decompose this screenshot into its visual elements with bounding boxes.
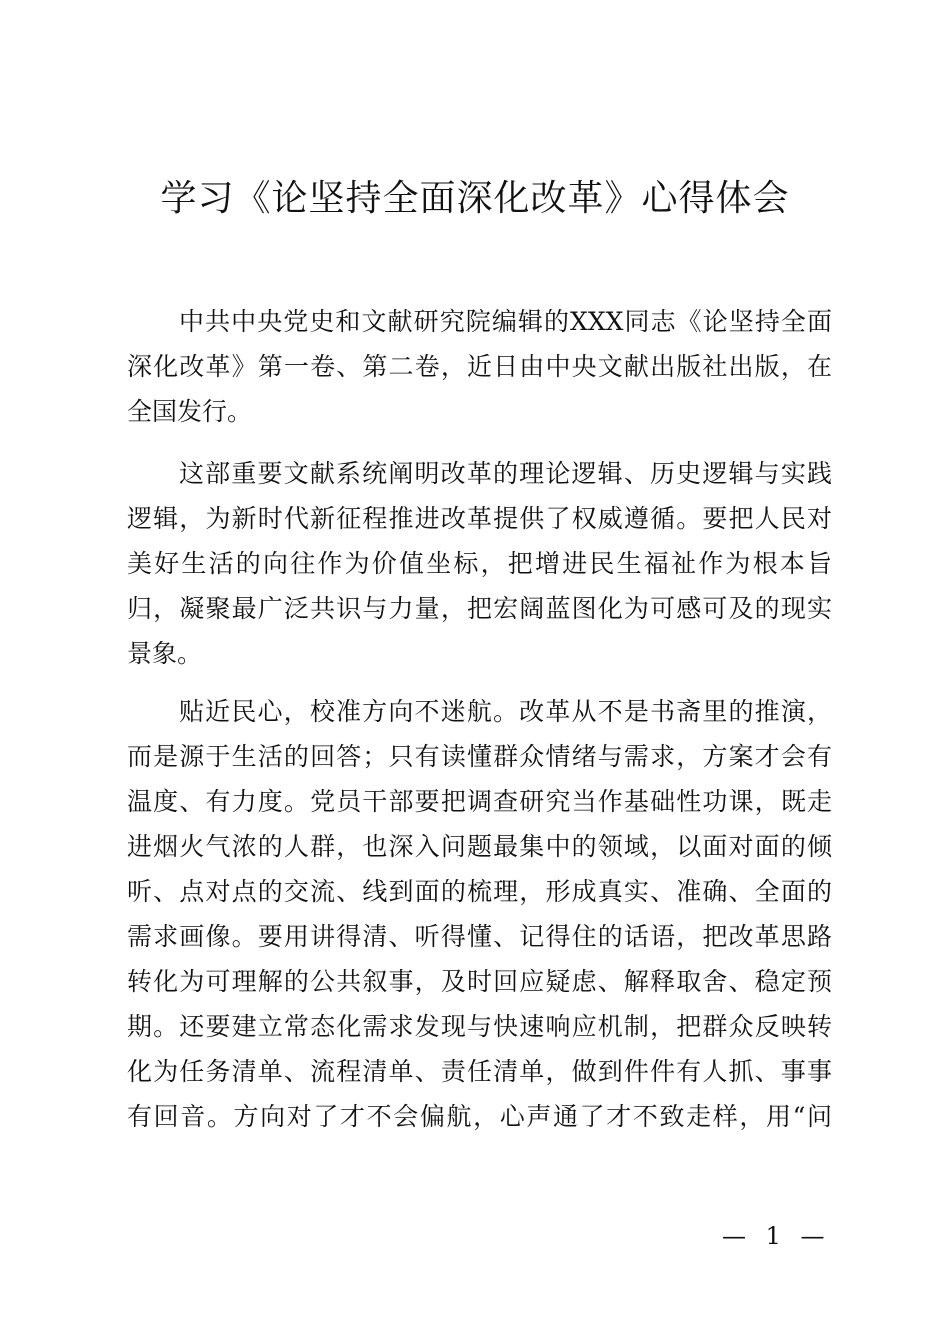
text-line: 进烟火气浓的人群，也深入问题最集中的领域，以面对面的倾 [127,832,832,861]
text-line: 转化为可理解的公共叙事，及时回应疑虑、解释取舍、稳定预 [127,967,832,996]
text-line: 期。还要建立常态化需求发现与快速响应机制，把群众反映转 [127,1012,832,1041]
paragraph-1 [127,299,832,434]
text-line: 深化改革》第一卷、第二卷，近日由中央文献出版社出版，在 [127,352,832,381]
text-line: 需求画像。要用讲得清、听得懂、记得住的话语，把改革思路 [127,922,832,951]
document-title: 学习《论坚持全面深化改革》心得体会 [160,178,790,219]
text-line: 温度、有力度。党员干部要把调查研究当作基础性功课，既走 [127,787,832,816]
text-line: 而是源于生活的回答；只有读懂群众情绪与需求，方案才会有 [127,742,832,771]
text-line: 中共中央党史和文献研究院编辑的XXX同志《论坚持全面 [179,307,832,336]
text-line: 美好生活的向往作为价值坐标，把增进民生福祉作为根本旨 [127,549,832,578]
paragraph-3 [127,689,832,1139]
text-line: 这部重要文献系统阐明改革的理论逻辑、历史逻辑与实践 [179,459,832,488]
text-line: 景象。 [127,639,203,668]
text-line: 归，凝聚最广泛共识与力量，把宏阔蓝图化为可感可及的现实 [127,594,832,623]
text-line: 贴近民心，校准方向不迷航。改革从不是书斋里的推演， [179,697,832,726]
paragraph-2 [127,451,832,676]
text-line: 全国发行。 [127,397,253,426]
text-line: 有回音。方向对了才不会偏航，心声通了才不致走样，用“问 [127,1102,832,1131]
page-number: — 1 — [722,1222,831,1250]
text-line: 化为任务清单、流程清单、责任清单，做到件件有人抓、事事 [127,1057,832,1086]
text-line: 听、点对点的交流、线到面的梳理，形成真实、准确、全面的 [127,877,832,906]
text-line: 逻辑，为新时代新征程推进改革提供了权威遵循。要把人民对 [127,504,832,533]
